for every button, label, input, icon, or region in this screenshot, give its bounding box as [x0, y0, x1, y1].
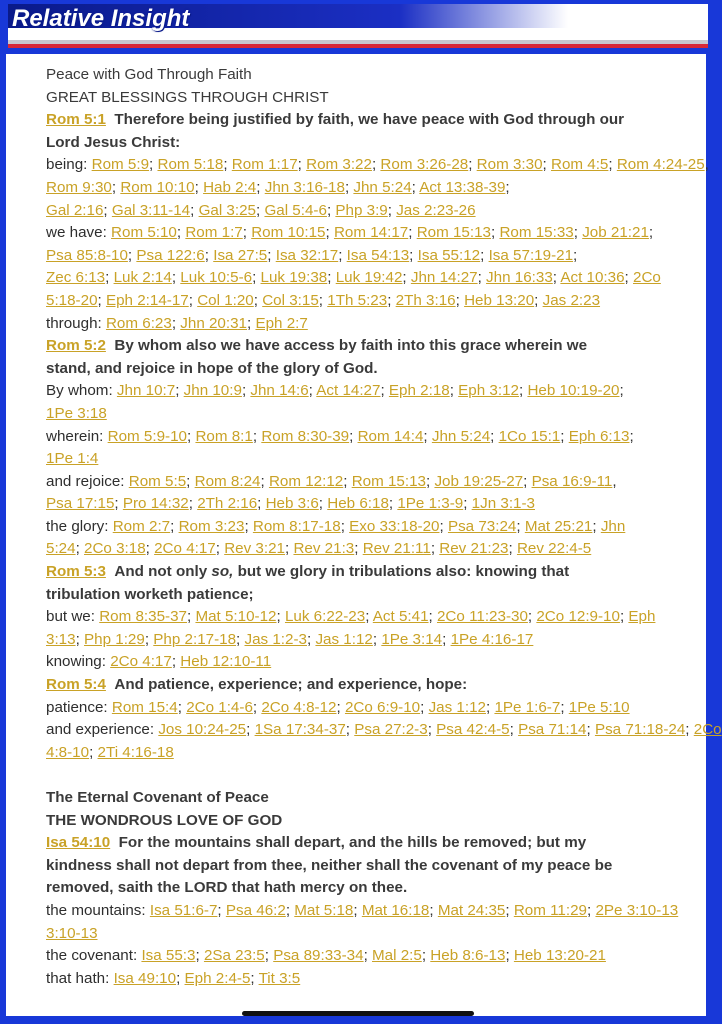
note-row: wherein: Rom 5:9-10; Rom 8:1; Rom 8:30-39; Rom 14:4; Jhn 5:24; 1Co 15:1; Eph 6:13; [46, 427, 634, 445]
cross-ref-link[interactable]: 1Pe 4:16-17 [450, 630, 534, 648]
cross-ref-link[interactable]: Rom 8:1 [195, 427, 253, 445]
cross-ref-link[interactable]: Rom 9:30 [46, 178, 112, 196]
cross-ref-link[interactable]: Jhn [600, 517, 626, 535]
note-row-cont: 4:8-10; 2Ti 4:16-18 [46, 743, 174, 761]
verse-text-cont: Lord Jesus Christ: [46, 133, 181, 151]
cross-ref-link[interactable]: Isa 49:10 [113, 969, 177, 987]
cross-ref-link[interactable]: Jhn 3:16-18 [264, 178, 345, 196]
cross-ref-link[interactable]: Eph 2:7 [255, 314, 308, 332]
cross-ref-link[interactable]: Rom 1:7 [185, 224, 243, 242]
note-label: that hath: [46, 969, 110, 987]
cross-ref-link[interactable]: Rom 5:10 [111, 224, 177, 242]
cross-ref-link[interactable]: Rev 21:11 [362, 540, 431, 558]
cross-ref-link[interactable]: Psa 16:9-11 [531, 472, 613, 490]
cross-ref-link[interactable]: Luk 19:42 [335, 269, 403, 287]
cross-ref-link[interactable]: Heb 12:10-11 [180, 653, 272, 671]
note-row: the mountains: Isa 51:6-7; Psa 46:2; Mat 5:18; Mat 16:18; Mat 24:35; Rom 11:29; 2Pe 3:10-13 [46, 901, 679, 919]
app-banner [0, 0, 712, 52]
note-label: the covenant: [46, 947, 138, 965]
section-title: The Eternal Covenant of Peace [46, 789, 269, 806]
cross-ref-link[interactable]: 2Sa 23:5 [203, 947, 265, 965]
verse-ref-link[interactable]: Rom 5:4 [46, 676, 106, 694]
cross-ref-link[interactable]: Jas 1:12 [428, 698, 486, 716]
cross-ref-link[interactable]: Eph 2:18 [388, 382, 450, 400]
cross-ref-link[interactable]: Luk 19:38 [260, 269, 328, 287]
note-row: being: Rom 5:9; Rom 5:18; Rom 1:17; Rom 3:22; Rom 3:26-28; Rom 3:30; Rom 4:5; Rom 4:24-25, [46, 156, 709, 174]
cross-ref-link[interactable]: 1Jn 3:1-3 [471, 495, 535, 513]
study-text [46, 64, 722, 990]
verse-line [46, 335, 666, 358]
cross-ref-link[interactable]: Rom 1:17 [231, 156, 298, 174]
cross-ref-link[interactable]: 1Pe 3:18 [46, 404, 107, 422]
verse-text: And not only so, but we glory in tribulations also: knowing that [114, 563, 570, 581]
cross-ref-link[interactable]: Pro 14:32 [122, 495, 189, 513]
cross-ref-link[interactable]: Act 13:38-39 [419, 178, 506, 196]
cross-ref-link[interactable]: Jas 1:2-3 [244, 630, 307, 648]
cross-ref-link[interactable]: Tit 3:5 [258, 969, 301, 987]
cross-ref-link[interactable]: Rev 21:3 [293, 540, 355, 558]
cross-ref-link[interactable]: 5:18-20 [46, 291, 98, 309]
cross-ref-link[interactable]: Rom 8:24 [194, 472, 261, 490]
cross-ref-link[interactable]: Rom 3:30 [476, 156, 543, 174]
cross-ref-link[interactable]: Psa 73:24 [447, 517, 517, 535]
cross-ref-link[interactable]: Rom 8:35-37 [99, 608, 187, 626]
note-label: wherein: [46, 427, 104, 445]
cross-ref-link[interactable]: Php 2:17-18 [153, 630, 237, 648]
cross-ref-link[interactable]: 1Sa 17:34-37 [254, 721, 346, 739]
cross-ref-link[interactable]: Psa 17:15 [46, 495, 115, 513]
cross-ref-link[interactable]: Rom 10:10 [120, 178, 195, 196]
cross-ref-link[interactable]: 2Co 12:9-10 [536, 608, 620, 626]
cross-ref-link[interactable]: Col 3:15 [262, 291, 319, 309]
verse-ref-link[interactable]: Rom 5:1 [46, 111, 106, 129]
cross-ref-link[interactable]: 2Co [633, 269, 661, 287]
note-label: being: [46, 156, 88, 174]
note-row-cont [46, 448, 666, 471]
cross-ref-link[interactable]: Psa 27:2-3 [354, 721, 428, 739]
cross-ref-link[interactable]: Gal 3:11-14 [111, 201, 191, 219]
cross-ref-link[interactable]: Col 1:20 [197, 291, 254, 309]
note-row-cont [46, 923, 666, 946]
note-row: the covenant: Isa 55:3; 2Sa 23:5; Psa 89:33-34; Mal 2:5; Heb 8:6-13; Heb 13:20-21 [46, 947, 606, 965]
verse-text-cont: kindness shall not depart from thee, neither shall the covenant of my peace be [46, 856, 613, 874]
cross-ref-link[interactable]: Eph 2:14-17 [105, 291, 189, 309]
cross-ref-link[interactable]: Mat 16:18 [361, 901, 430, 919]
cross-ref-link[interactable]: 2Co 6:9-10 [344, 698, 421, 716]
note-row: that hath: Isa 49:10; Eph 2:4-5; Tit 3:5 [46, 969, 301, 987]
note-row-cont: 5:18-20; Eph 2:14-17; Col 1:20; Col 3:15; 1Th 5:23; 2Th 3:16; Heb 13:20; Jas 2:23 [46, 291, 601, 309]
cross-ref-link[interactable]: Rom 5:18 [157, 156, 224, 174]
cross-ref-link[interactable]: Act 14:27 [316, 382, 381, 400]
note-row-cont [46, 403, 666, 426]
cross-ref-link[interactable]: 3:13 [46, 630, 76, 648]
cross-ref-link[interactable]: Isa 57:19-21 [488, 246, 574, 264]
cross-ref-link[interactable]: Rom 3:23 [178, 517, 245, 535]
cross-ref-link[interactable]: Isa 51:6-7 [149, 901, 218, 919]
cross-ref-link[interactable]: 3:10-13 [46, 924, 98, 942]
verse-text-cont: stand, and rejoice in hope of the glory of God. [46, 359, 378, 377]
cross-ref-link[interactable]: 4:8-10 [46, 743, 90, 761]
cross-ref-link[interactable]: Isa 55:12 [417, 246, 481, 264]
verse-text: And patience, experience; and experience, hope: [114, 676, 468, 694]
cross-ref-link[interactable]: Mat 25:21 [524, 517, 593, 535]
cross-ref-link[interactable]: Psa 42:4-5 [436, 721, 510, 739]
cross-ref-link[interactable]: Rom 15:33 [499, 224, 574, 242]
cross-ref-link[interactable]: Jhn 16:33 [486, 269, 553, 287]
note-label: By whom: [46, 382, 113, 400]
cross-ref-link[interactable]: Jas 2:23-26 [396, 201, 476, 219]
cross-ref-link[interactable]: Zec 6:13 [46, 269, 106, 287]
cross-ref-link[interactable]: Rom 14:17 [333, 224, 409, 242]
cross-ref-link[interactable]: Rom 14:4 [357, 427, 424, 445]
cross-ref-link[interactable]: Jas 1:12 [315, 630, 373, 648]
cross-ref-link[interactable]: Exo 33:18-20 [349, 517, 440, 535]
note-row: and experience: Jos 10:24-25; 1Sa 17:34-37; Psa 27:2-3; Psa 42:4-5; Psa 71:14; Psa 71:18-24; 2Co [46, 721, 722, 739]
cross-ref-link[interactable]: Rom 3:26-28 [380, 156, 469, 174]
cross-ref-link[interactable]: 2Co [693, 721, 722, 739]
note-row-cont: Zec 6:13; Luk 2:14; Luk 10:5-6; Luk 19:38; Luk 19:42; Jhn 14:27; Jhn 16:33; Act 10:36; 2Co [46, 269, 661, 287]
cross-ref-link[interactable]: Rom 12:12 [268, 472, 344, 490]
cross-ref-link[interactable]: Jhn 5:24 [353, 178, 412, 196]
cross-ref-link[interactable]: 2Co 1:4-6 [186, 698, 253, 716]
verse-line [46, 561, 666, 584]
cross-ref-link[interactable]: Heb 8:6-13 [430, 947, 506, 965]
cross-ref-link[interactable]: Act 10:36 [560, 269, 625, 287]
cross-ref-link[interactable]: Jos 10:24-25 [158, 721, 247, 739]
cross-ref-link[interactable]: Eph 6:13 [568, 427, 630, 445]
note-row: By whom: Jhn 10:7; Jhn 10:9; Jhn 14:6; Act 14:27; Eph 2:18; Eph 3:12; Heb 10:19-20; [46, 382, 624, 400]
cross-ref-link[interactable]: Jhn 14:27 [410, 269, 478, 287]
cross-ref-link[interactable]: Psa 71:14 [518, 721, 587, 739]
note-label: we have: [46, 224, 107, 242]
verse-text: Therefore being justified by faith, we have peace with God through our [114, 111, 625, 129]
cross-ref-link[interactable]: Gal 5:4-6 [264, 201, 327, 219]
verse-ref-link[interactable]: Rom 5:3 [46, 563, 106, 581]
cross-ref-link[interactable]: 5:24 [46, 540, 76, 558]
note-row: patience: Rom 15:4; 2Co 1:4-6; 2Co 4:8-12; 2Co 6:9-10; Jas 1:12; 1Pe 1:6-7; 1Pe 5:10 [46, 698, 630, 716]
cross-ref-link[interactable]: Eph 3:12 [458, 382, 519, 400]
cross-ref-link[interactable]: Php 1:29 [84, 630, 145, 648]
cross-ref-link[interactable]: Rom 5:9-10 [107, 427, 187, 445]
verse-line [46, 832, 666, 855]
cross-ref-link[interactable]: Hab 2:4 [203, 178, 257, 196]
cross-ref-link[interactable]: Isa 27:5 [213, 246, 268, 264]
verse-text: For the mountains shall depart, and the hills be removed; but my [118, 834, 587, 852]
note-label: but we: [46, 608, 95, 626]
cross-ref-link[interactable]: 1Th 5:23 [327, 291, 388, 309]
note-row-cont: 3:13; Php 1:29; Php 2:17-18; Jas 1:2-3; Jas 1:12; 1Pe 3:14; 1Pe 4:16-17 [46, 630, 534, 648]
cross-ref-link[interactable]: Heb 3:6 [265, 495, 319, 513]
cross-ref-link[interactable]: Jhn 20:31 [180, 314, 247, 332]
cross-ref-link[interactable]: Rom 10:15 [251, 224, 326, 242]
verse-ref-link[interactable]: Isa 54:10 [46, 834, 111, 852]
cross-ref-link[interactable]: Rom 11:29 [513, 901, 587, 919]
cross-ref-link[interactable]: Heb 13:20 [464, 291, 535, 309]
cross-ref-link[interactable]: 2Co 4:8-12 [261, 698, 337, 716]
cross-ref-link[interactable]: 2Th 2:16 [197, 495, 258, 513]
cross-ref-link[interactable]: Jhn 14:6 [250, 382, 309, 400]
cross-ref-link[interactable]: Jhn 10:9 [183, 382, 242, 400]
cross-ref-link[interactable]: Mal 2:5 [372, 947, 422, 965]
cross-ref-link[interactable]: 2Pe 3:10-13 [595, 901, 679, 919]
verse-text-cont: tribulation worketh patience; [46, 585, 254, 603]
cross-ref-link[interactable]: Rom 4:5 [550, 156, 609, 174]
cross-ref-link[interactable]: Gal 2:16 [46, 201, 104, 219]
cross-ref-link[interactable]: Rom 15:13 [351, 472, 426, 490]
cross-ref-link[interactable]: 1Co 15:1 [498, 427, 561, 445]
note-row-cont: Rom 9:30; Rom 10:10; Hab 2:4; Jhn 3:16-18; Jhn 5:24; Act 13:38-39; [46, 178, 510, 196]
cross-ref-link[interactable]: 1Pe 1:3-9 [397, 495, 464, 513]
cross-ref-link[interactable]: Luk 10:5-6 [180, 269, 253, 287]
cross-ref-link[interactable]: Psa 46:2 [225, 901, 286, 919]
cross-ref-link[interactable]: Luk 2:14 [113, 269, 172, 287]
cross-ref-link[interactable]: Rom 5:5 [128, 472, 187, 490]
cross-ref-link[interactable]: Isa 55:3 [141, 947, 196, 965]
cross-ref-link[interactable]: Psa 85:8-10 [46, 246, 128, 264]
cross-ref-link[interactable]: Rom 8:17-18 [252, 517, 341, 535]
note-label: knowing: [46, 653, 106, 671]
cross-ref-link[interactable]: Heb 13:20-21 [513, 947, 606, 965]
cross-ref-link[interactable]: 1Pe 1:4 [46, 450, 99, 468]
note-row: the glory: Rom 2:7; Rom 3:23; Rom 8:17-18; Exo 33:18-20; Psa 73:24; Mat 25:21; Jhn [46, 517, 626, 535]
note-label: and experience: [46, 721, 155, 739]
note-row: through: Rom 6:23; Jhn 20:31; Eph 2:7 [46, 314, 308, 332]
cross-ref-link[interactable]: Mat 5:10-12 [195, 608, 277, 626]
cross-ref-link[interactable]: 2Co 4:17 [154, 540, 216, 558]
cross-ref-link[interactable]: Isa 32:17 [275, 246, 339, 264]
cross-ref-link[interactable]: Rom 5:9 [91, 156, 150, 174]
cross-ref-link[interactable]: Psa 122:6 [136, 246, 205, 264]
cross-ref-link[interactable]: Job 19:25-27 [434, 472, 524, 490]
note-label: the mountains: [46, 901, 146, 919]
cross-ref-link[interactable]: Isa 54:13 [346, 246, 410, 264]
section-subtitle: GREAT BLESSINGS THROUGH CHRIST [46, 88, 329, 106]
verse-text-cont: removed, saith the LORD that hath mercy on thee. [46, 879, 408, 897]
banner-stripe-red [8, 44, 708, 48]
cross-ref-link[interactable]: Jas 2:23 [542, 291, 601, 309]
cross-ref-link[interactable]: 2Co 11:23-30 [436, 608, 528, 626]
cross-ref-link[interactable]: Heb 6:18 [327, 495, 389, 513]
scripture-content[interactable] [6, 54, 722, 1016]
note-row-cont: Psa 85:8-10; Psa 122:6; Isa 27:5; Isa 32:17; Isa 54:13; Isa 55:12; Isa 57:19-21; [46, 246, 578, 264]
note-row: and rejoice: Rom 5:5; Rom 8:24; Rom 12:12; Rom 15:13; Job 19:25-27; Psa 16:9-11, [46, 472, 617, 490]
cross-ref-link[interactable]: Rom 8:30-39 [261, 427, 350, 445]
cross-ref-link[interactable]: 2Co 4:17 [110, 653, 172, 671]
cross-ref-link[interactable]: Heb 10:19-20 [527, 382, 620, 400]
cross-ref-link[interactable]: Act 5:41 [372, 608, 429, 626]
note-row: but we: Rom 8:35-37; Mat 5:10-12; Luk 6:22-23; Act 5:41; 2Co 11:23-30; 2Co 12:9-10; Eph [46, 608, 656, 626]
cross-ref-link[interactable]: Jhn 5:24 [431, 427, 491, 445]
cross-ref-link[interactable]: Php 3:9 [335, 201, 388, 219]
cross-ref-link[interactable]: Rom 3:22 [306, 156, 372, 174]
cross-ref-link[interactable]: Rom 15:13 [416, 224, 491, 242]
cross-ref-link[interactable]: Mat 5:18 [294, 901, 354, 919]
note-label: the glory: [46, 517, 109, 535]
cross-ref-link[interactable]: 2Ti 4:16-18 [97, 743, 174, 761]
cross-ref-link[interactable]: 2Th 3:16 [395, 291, 456, 309]
note-label: through: [46, 314, 102, 332]
note-row: we have: Rom 5:10; Rom 1:7; Rom 10:15; Rom 14:17; Rom 15:13; Rom 15:33; Job 21:21; [46, 224, 654, 242]
verse-line [46, 109, 666, 132]
cross-ref-link[interactable]: 1Pe 5:10 [568, 698, 630, 716]
cross-ref-link[interactable]: 2Co 3:18 [84, 540, 146, 558]
cross-ref-link[interactable]: Eph 2:4-5 [184, 969, 251, 987]
note-label: patience: [46, 698, 108, 716]
note-row-cont: 5:24; 2Co 3:18; 2Co 4:17; Rev 3:21; Rev 21:3; Rev 21:11; Rev 21:23; Rev 22:4-5 [46, 540, 592, 558]
verse-ref-link[interactable]: Rom 5:2 [46, 337, 106, 355]
note-label: and rejoice: [46, 472, 125, 490]
cross-ref-link[interactable]: Rom 6:23 [105, 314, 172, 332]
bottom-frame [0, 1016, 712, 1024]
note-row: knowing: 2Co 4:17; Heb 12:10-11 [46, 653, 272, 671]
note-row-cont: Gal 2:16; Gal 3:11-14; Gal 3:25; Gal 5:4-6; Php 3:9; Jas 2:23-26 [46, 201, 476, 219]
cross-ref-link[interactable]: Gal 3:25 [198, 201, 256, 219]
cross-ref-link[interactable]: Psa 89:33-34 [273, 947, 364, 965]
cross-ref-link[interactable]: Eph [628, 608, 656, 626]
verse-text: By whom also we have access by faith into this grace wherein we [114, 337, 588, 355]
cross-ref-link[interactable]: Rev 22:4-5 [516, 540, 592, 558]
banner-panel [8, 4, 708, 48]
cross-ref-link[interactable]: Psa 71:18-24 [594, 721, 686, 739]
cross-ref-link[interactable]: Job 21:21 [582, 224, 649, 242]
cross-ref-link[interactable]: 1Pe 3:14 [381, 630, 443, 648]
cross-ref-link[interactable]: Rev 3:21 [224, 540, 285, 558]
cross-ref-link[interactable]: Jhn 10:7 [116, 382, 176, 400]
section-subtitle: THE WONDROUS LOVE OF GOD [46, 811, 283, 829]
section-title: Peace with God Through Faith [46, 66, 252, 83]
verse-line [46, 674, 666, 697]
cross-ref-link[interactable]: 1Pe 1:6-7 [494, 698, 561, 716]
cross-ref-link[interactable]: Rev 21:23 [439, 540, 509, 558]
cross-ref-link[interactable]: Rom 4:24-25 [616, 156, 705, 174]
cross-ref-link[interactable]: Mat 24:35 [437, 901, 506, 919]
cross-ref-link[interactable]: Rom 2:7 [112, 517, 171, 535]
cross-ref-link[interactable]: Luk 6:22-23 [284, 608, 366, 626]
banner-title: Relative Insight [12, 5, 190, 32]
cross-ref-link[interactable]: Rom 15:4 [111, 698, 178, 716]
note-row-cont: Psa 17:15; Pro 14:32; 2Th 2:16; Heb 3:6; Heb 6:18; 1Pe 1:3-9; 1Jn 3:1-3 [46, 495, 535, 513]
